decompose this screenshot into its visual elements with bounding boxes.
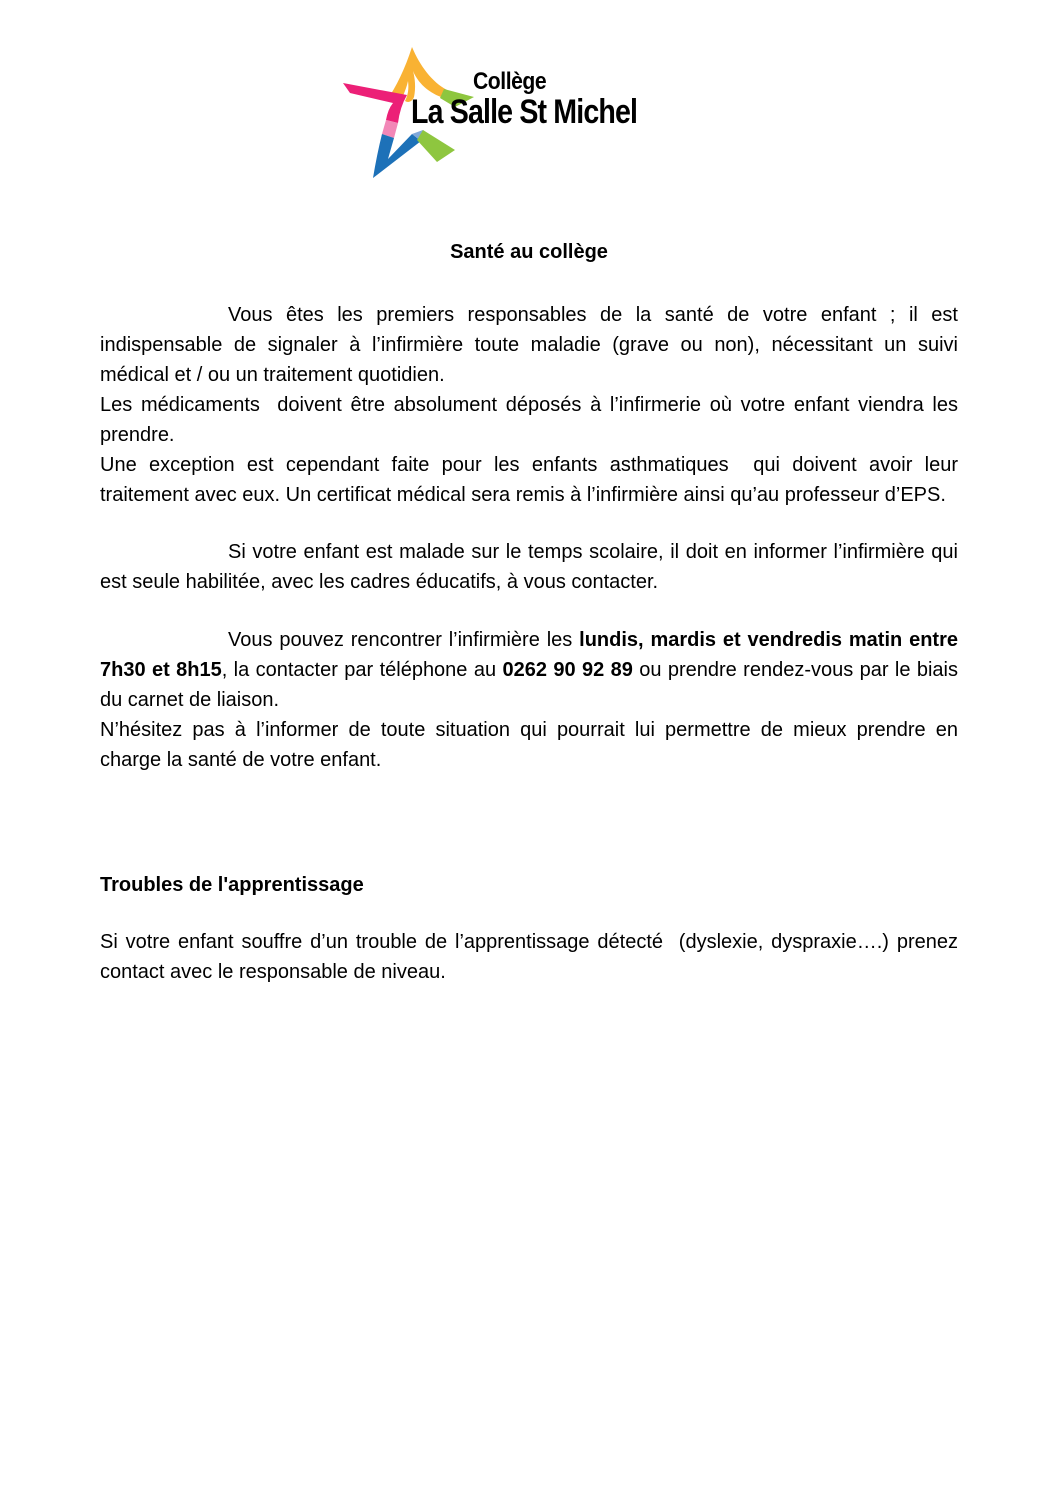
paragraph-horaires-infirmiere [100,625,964,715]
logo-college-label: Collège [473,68,547,95]
paragraph-enfant-malade: Si votre enfant est malade sur le temps scolaire, il doit en informer l’infirmière qui est seule habilitée, avec les cadres éducatifs, à vous contacter. [100,541,964,593]
paragraph-medicaments: Les médicaments doivent être absolument déposés à l’infirmerie où votre enfant viendra les prendre. [100,394,964,446]
horaires-text-start: Vous pouvez rencontrer l’infirmière les [228,629,580,651]
paragraph-troubles-apprentissage: Si votre enfant souffre d’un trouble de l’apprentissage détecté (dyslexie, dyspraxie….) prenez contact avec le responsable de niveau. [100,931,964,983]
logo-school-name: La Salle St Michel [411,93,638,131]
star-segment-blue [373,134,421,178]
horaires-text-end: ou prendre rendez-vous par le biais du carnet de liaison. [100,659,964,711]
section-heading-troubles: Troubles de l'apprentissage [100,874,364,896]
paragraph-exception-asthme: Une exception est cependant faite pour les enfants asthmatiques qui doivent avoir leur traitement avec eux. Un certificat médical sera remis à l’infirmière ainsi qu’au professeur d’EPS. [100,454,964,506]
page-title: Santé au collège [450,241,608,263]
horaires-text-middle: , la contacter par téléphone au [221,659,503,681]
telephone-number-bold: 0262 90 92 89 [502,659,633,681]
star-segment-green-bottom [417,130,455,162]
horaires-jours-bold: lundis, mardis et vendredis matin entre 7h30 et 8h15 [100,629,964,681]
paragraph-responsables: Vous êtes les premiers responsables de la santé de votre enfant ; il est indispensable de signaler à l’infirmière toute maladie (grave ou non), nécessitant un suivi médical et / ou un traitement quotidien. [100,304,964,386]
document-body [100,300,964,987]
paragraph-informer-situation: N’hésitez pas à l’informer de toute situation qui pourrait lui permettre de mieux prendre en charge la santé de votre enfant. [100,719,964,771]
